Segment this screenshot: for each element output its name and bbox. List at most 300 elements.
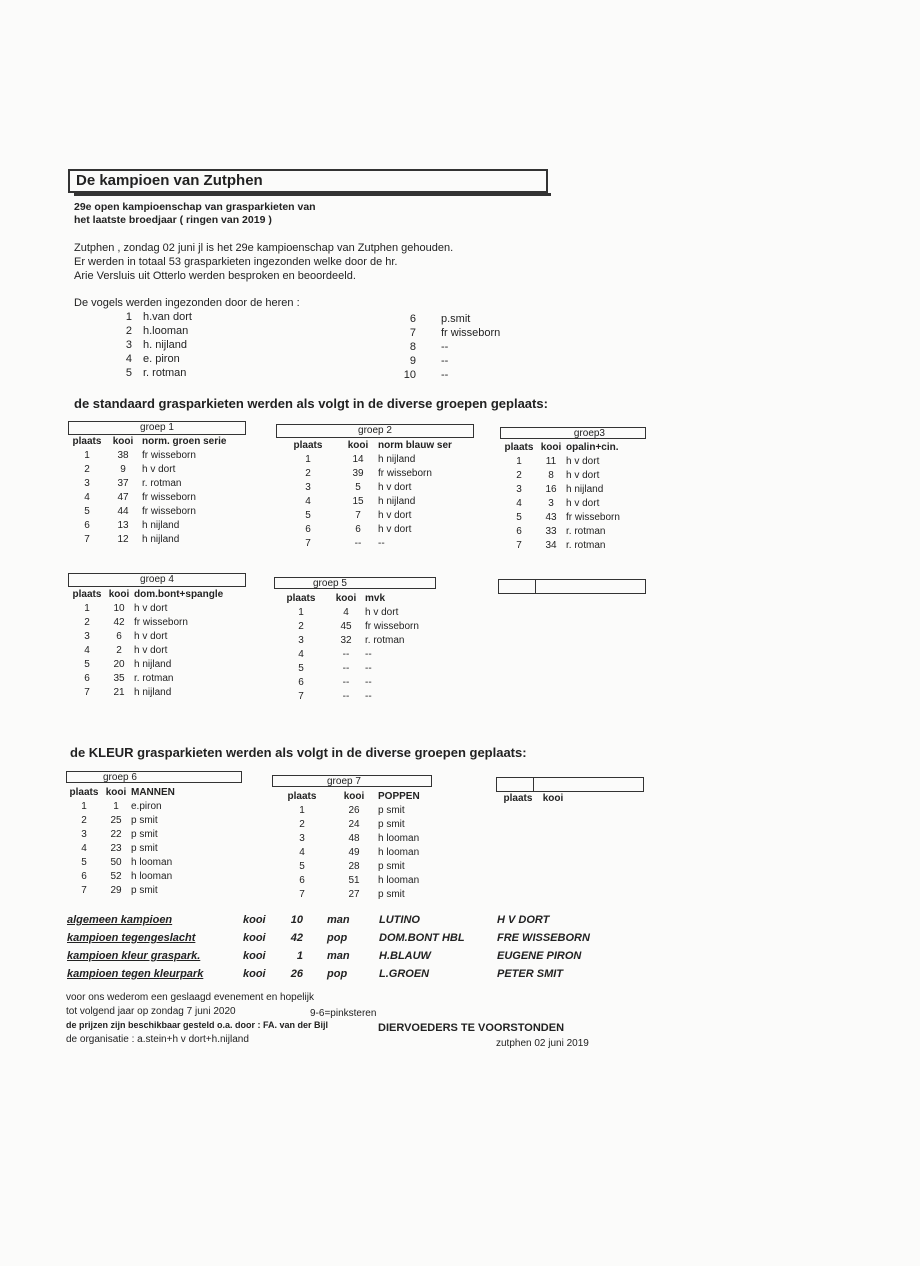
cell-owner: fr wisseborn [142,506,196,517]
cell-place: 3 [81,829,87,840]
cell-cage: 35 [113,673,125,684]
footer-line-2: tot volgend jaar op zondag 7 juni 2020 [66,1006,236,1017]
champion-cage-number: 26 [290,968,303,980]
cell-place: 6 [305,524,311,535]
sender-name: h.van dort [143,311,192,323]
table-row [67,828,221,842]
group-header-row [70,435,252,449]
table-row [70,491,252,505]
cell-owner: h nijland [566,484,604,495]
table-row [275,662,445,676]
table-row [70,449,252,463]
champion-sex: man [327,914,350,926]
group-header-row [275,592,445,606]
table-row [502,539,656,553]
cell-cage: 6 [116,631,122,642]
cell-place: 2 [516,470,522,481]
cell-place: 6 [81,871,87,882]
column-header: plaats [72,589,102,600]
column-header: kooi [335,593,357,604]
table-row [278,523,478,537]
column-header: plaats [293,440,323,451]
cell-place: 1 [84,603,90,614]
cell-owner: r. rotman [142,478,182,489]
cell-cage: 43 [545,512,557,523]
cell-owner: h v dort [566,498,600,509]
group-2-title: groep 2 [276,424,474,438]
table-row [67,800,221,814]
table-row [274,846,468,860]
cell-owner: h v dort [134,631,168,642]
cell-owner: e.piron [131,801,162,812]
cell-owner: -- [378,538,385,549]
cell-owner: r. rotman [566,526,606,537]
column-header: kooi [542,793,564,804]
group-6-title: groep 6 [66,771,242,783]
cell-cage: 14 [352,454,364,465]
sender-number: 1 [125,311,132,323]
table-row [278,481,478,495]
table-row [274,832,468,846]
cell-place: 2 [298,621,304,632]
cell-cage: 6 [355,524,361,535]
champion-row [67,914,627,928]
sender-number: 5 [125,367,132,379]
sender-number: 2 [125,325,132,337]
group-7-table [274,790,468,902]
group-3-table [502,441,656,553]
cell-owner: -- [365,649,372,660]
cell-owner: fr wisseborn [134,617,188,628]
column-header: kooi [343,791,365,802]
empty-group-box-kleur [496,777,644,792]
champion-colour: L.GROEN [379,968,430,980]
cell-cage: 10 [113,603,125,614]
group-header-row [278,439,478,453]
cell-cage: 51 [348,875,360,886]
table-row [274,818,468,832]
champion-sex: pop [327,932,348,944]
cell-cage: 27 [348,889,360,900]
subtitle-line-1: 29e open kampioenschap van grasparkieten van [74,201,316,213]
column-header: plaats [72,436,102,447]
sender-name: h. nijland [143,339,188,351]
cell-cage: -- [342,649,350,660]
table-row [278,495,478,509]
champion-kooi-label: kooi [243,914,266,926]
intro-line-2: Er werden in totaal 53 grasparkieten ingezonden welke door de hr. [74,256,398,268]
table-row [278,453,478,467]
cell-owner: h v dort [134,603,168,614]
cell-owner: r. rotman [566,540,606,551]
sender-name: r. rotman [143,367,187,379]
cell-place: 1 [84,450,90,461]
table-row [502,511,656,525]
cell-cage: 7 [355,510,361,521]
table-row [67,814,221,828]
champion-cage-number: 10 [290,914,303,926]
champion-title: kampioen tegen kleurpark [67,968,204,980]
cell-cage: 4 [343,607,349,618]
sender-name: e. piron [143,353,180,365]
cell-cage: 15 [352,496,364,507]
champion-title: kampioen kleur graspark. [67,950,201,962]
cell-cage: 39 [352,468,364,479]
cell-place: 7 [81,885,87,896]
cell-place: 6 [516,526,522,537]
cell-owner: fr wisseborn [142,492,196,503]
table-row [67,870,221,884]
column-header: MANNEN [131,787,175,798]
cell-owner: h nijland [378,496,416,507]
cell-cage: 34 [545,540,557,551]
cell-place: 1 [299,805,305,816]
cell-place: 2 [299,819,305,830]
sender-name: -- [441,341,449,353]
footer-sponsor: DIERVOEDERS TE VOORSTONDEN [378,1022,565,1034]
cell-place: 3 [84,631,90,642]
table-row [70,658,244,672]
sender-number: 7 [409,327,416,339]
cell-owner: h looman [378,875,420,886]
cell-cage: 38 [117,450,129,461]
cell-cage: 1 [113,801,119,812]
cell-owner: h nijland [134,687,172,698]
cell-cage: 49 [348,847,360,858]
cell-place: 7 [299,889,305,900]
cell-owner: h looman [378,847,420,858]
table-row [70,519,252,533]
table-row [275,676,445,690]
cell-owner: h v dort [142,464,176,475]
cell-owner: p smit [378,889,405,900]
table-row [70,505,252,519]
sender-number: 8 [409,341,416,353]
cell-owner: -- [365,691,372,702]
table-row [278,467,478,481]
column-header: POPPEN [378,791,420,802]
cell-place: 1 [298,607,304,618]
table-row [70,616,244,630]
sender-number: 3 [125,339,132,351]
group-header-row [70,588,244,602]
intro-line-1: Zutphen , zondag 02 juni jl is het 29e kampioenschap van Zutphen gehouden. [74,242,454,254]
group-3-title: groep3 [500,427,646,439]
cell-cage: 50 [110,857,122,868]
champion-row [67,932,627,946]
group-header-row [502,441,656,455]
table-row [275,606,445,620]
cell-place: 3 [299,833,305,844]
senders-label: De vogels werden ingezonden door de heren : [74,297,300,309]
group-1-title: groep 1 [68,421,246,435]
cell-owner: h v dort [378,510,412,521]
sender-name: fr wisseborn [441,327,501,339]
column-header: kooi [347,440,369,451]
table-row [502,525,656,539]
champion-title: algemeen kampioen [67,914,173,926]
cell-cage: 42 [113,617,125,628]
cell-cage: 37 [117,478,129,489]
sender-name: h.looman [143,325,189,337]
cell-cage: 24 [348,819,360,830]
table-row [70,463,252,477]
cell-place: 6 [299,875,305,886]
champion-colour: DOM.BONT HBL [379,932,465,944]
cell-cage: 8 [548,470,554,481]
sender-number: 10 [403,369,416,381]
table-row [278,509,478,523]
cell-place: 4 [299,847,305,858]
sender-number: 9 [409,355,416,367]
cell-cage: 33 [545,526,557,537]
cell-owner: h v dort [566,456,600,467]
champion-row [67,968,627,982]
champion-sex: pop [327,968,348,980]
cell-cage: 16 [545,484,557,495]
cell-owner: fr wisseborn [378,468,432,479]
group-header-row [67,786,221,800]
cell-cage: 23 [110,843,122,854]
cell-cage: 9 [120,464,126,475]
table-row [67,842,221,856]
cell-owner: h v dort [378,524,412,535]
cell-owner: r. rotman [365,635,405,646]
cell-place: 7 [305,538,311,549]
column-header: plaats [286,593,316,604]
cell-owner: -- [365,663,372,674]
champion-row [67,950,627,964]
champion-kooi-label: kooi [243,950,266,962]
cell-place: 5 [305,510,311,521]
table-row [502,469,656,483]
cell-cage: 26 [348,805,360,816]
intro-line-3: Arie Versluis uit Otterlo werden besproken en beoordeeld. [74,270,356,282]
subtitle-line-2: het laatste broedjaar ( ringen van 2019 ) [74,214,272,226]
column-header: dom.bont+spangle [134,589,224,600]
champion-kooi-label: kooi [243,932,266,944]
cell-place: 3 [84,478,90,489]
champion-winner: PETER SMIT [497,968,564,980]
table-row [502,497,656,511]
column-header: kooi [540,442,562,453]
column-header: norm. groen serie [142,436,227,447]
cell-place: 2 [81,815,87,826]
group-6-table [67,786,221,898]
cell-cage: 11 [545,456,557,467]
champion-winner: H V DORT [497,914,550,926]
cell-place: 1 [516,456,522,467]
cell-cage: 45 [340,621,352,632]
champion-winner: FRE WISSEBORN [497,932,590,944]
footer-pinksteren: 9-6=pinksteren [310,1008,377,1019]
cell-place: 5 [84,659,90,670]
group-4-table [70,588,244,700]
table-row [502,455,656,469]
table-row [70,644,244,658]
table-row [502,483,656,497]
sender-name: -- [441,369,449,381]
cell-cage: 13 [117,520,129,531]
cell-cage: -- [342,691,350,702]
column-header: plaats [69,787,99,798]
table-row [70,602,244,616]
cell-owner: h v dort [566,470,600,481]
cell-owner: h nijland [142,534,180,545]
group-1-table [70,435,252,547]
table-row [274,804,468,818]
cell-place: 6 [84,673,90,684]
cell-place: 4 [516,498,522,509]
cell-owner: fr wisseborn [142,450,196,461]
cell-place: 1 [81,801,87,812]
table-row [70,630,244,644]
champion-colour: LUTINO [379,914,420,926]
cell-cage: 44 [117,506,129,517]
column-header: plaats [287,791,317,802]
table-row [274,860,468,874]
champion-sex: man [327,950,350,962]
table-row [274,888,468,902]
group-header-row [498,792,568,806]
column-header: kooi [112,436,134,447]
cell-owner: h nijland [134,659,172,670]
column-header: norm blauw ser [378,440,452,451]
cell-cage: 5 [355,482,361,493]
cell-owner: h v dort [134,645,168,656]
cell-owner: fr wisseborn [566,512,620,523]
footer-date: zutphen 02 juni 2019 [496,1038,589,1049]
column-header: plaats [504,442,534,453]
cell-place: 3 [516,484,522,495]
cell-place: 4 [298,649,304,660]
footer-line-3: de prijzen zijn beschikbaar gesteld o.a. door : FA. van der Bijl [66,1020,329,1030]
cell-cage: 52 [110,871,122,882]
cell-owner: p smit [131,885,158,896]
column-header: mvk [365,593,386,604]
empty-group-box [498,579,646,594]
sender-name: p.smit [441,313,471,325]
cell-cage: 32 [340,635,352,646]
cell-place: 7 [516,540,522,551]
cell-cage: -- [342,677,350,688]
group-5-table [275,592,445,704]
table-row [70,672,244,686]
cell-cage: 3 [548,498,554,509]
footer-line-1: voor ons wederom een geslaagd evenement en hopelijk [66,992,314,1003]
group-7-title: groep 7 [272,775,432,787]
table-row [275,690,445,704]
champion-cage-number: 1 [296,950,303,962]
cell-place: 4 [84,492,90,503]
table-row [70,477,252,491]
cell-place: 2 [305,468,311,479]
cell-place: 5 [84,506,90,517]
column-header: kooi [105,787,127,798]
champion-colour: H.BLAUW [379,950,431,962]
cell-place: 7 [84,534,90,545]
cell-owner: h nijland [378,454,416,465]
cell-place: 5 [299,861,305,872]
cell-place: 4 [305,496,311,507]
champion-kooi-label: kooi [243,968,266,980]
group-4-title: groep 4 [68,573,246,587]
cell-place: 2 [84,464,90,475]
cell-cage: 47 [117,492,129,503]
kleur-heading: de KLEUR grasparkieten werden als volgt in de diverse groepen geplaats: [70,745,527,760]
cell-owner: h nijland [142,520,180,531]
cell-cage: 25 [110,815,122,826]
cell-owner: p smit [131,815,158,826]
cell-place: 2 [84,617,90,628]
cell-owner: h looman [131,871,173,882]
table-row [67,856,221,870]
cell-owner: p smit [378,861,405,872]
column-header: opalin+cin. [566,442,619,453]
table-row [70,533,252,547]
cell-owner: h v dort [378,482,412,493]
champion-winner: EUGENE PIRON [497,950,582,962]
cell-place: 6 [84,520,90,531]
cell-cage: 48 [348,833,360,844]
cell-cage: 22 [110,829,122,840]
cell-cage: 29 [110,885,122,896]
document-title: De kampioen van Zutphen [68,169,548,193]
cell-cage: 20 [113,659,125,670]
table-row [275,634,445,648]
group-2-table [278,439,478,551]
cell-place: 7 [84,687,90,698]
table-row [275,648,445,662]
cell-owner: r. rotman [134,673,174,684]
cell-place: 5 [516,512,522,523]
cell-place: 3 [298,635,304,646]
cell-owner: p smit [131,843,158,854]
cell-owner: p smit [378,819,405,830]
cell-cage: -- [342,663,350,674]
sender-name: -- [441,355,449,367]
cell-owner: h looman [378,833,420,844]
cell-cage: 28 [348,861,360,872]
sender-number: 6 [409,313,416,325]
cell-owner: -- [365,677,372,688]
cell-place: 5 [81,857,87,868]
cell-owner: h v dort [365,607,399,618]
table-row [67,884,221,898]
group-5-title: groep 5 [274,577,436,589]
column-header: kooi [108,589,130,600]
cell-place: 7 [298,691,304,702]
table-row [275,620,445,634]
cell-place: 6 [298,677,304,688]
table-row [70,686,244,700]
cell-cage: -- [354,538,362,549]
cell-owner: fr wisseborn [365,621,419,632]
cell-place: 4 [81,843,87,854]
cell-owner: p smit [378,805,405,816]
footer-organisation: de organisatie : a.stein+h v dort+h.nijland [66,1034,249,1045]
column-header: plaats [503,793,533,804]
cell-owner: p smit [131,829,158,840]
table-row [278,537,478,551]
cell-cage: 21 [113,687,125,698]
standard-heading: de standaard grasparkieten werden als volgt in de diverse groepen geplaats: [74,396,548,411]
cell-place: 5 [298,663,304,674]
empty-group-table [498,792,568,806]
champion-title: kampioen tegengeslacht [67,932,196,944]
cell-owner: h looman [131,857,173,868]
group-header-row [274,790,468,804]
